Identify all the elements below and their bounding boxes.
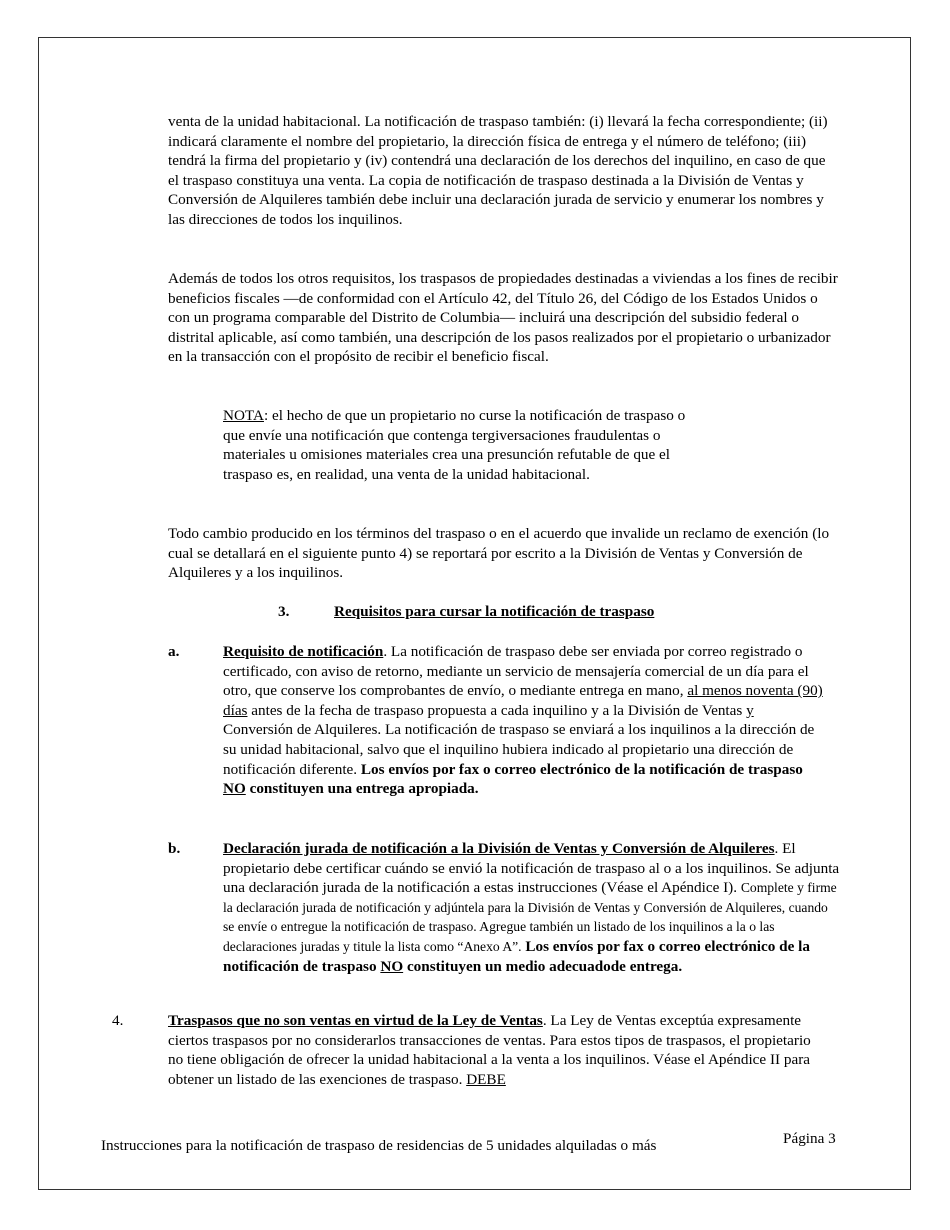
section-4-title: Traspasos que no son ventas en virtud de la Ley de Ventas [168,1012,543,1029]
item-b-title: Declaración jurada de notificación a la División de Ventas y Conversión de Alquileres [223,840,775,857]
paragraph-3: Todo cambio producido en los términos del traspaso o en el acuerdo que invalide un reclamo de exención (lo cual se detallará en el siguiente punto 4) se reportará por escrito a la División de Ventas y Conversión de Alquileres y a los inquilinos. [168,525,830,582]
section-4-number: 4. [112,1012,124,1029]
paragraph-1: venta de la unidad habitacional. La notificación de traspaso también: (i) llevará la fecha correspondiente; (ii) indicará claramente el nombre del propietario, la dirección física de entrega y el número de teléfono; (iii) tendrá la firma del propietario y (iv) contendrá una declaración de los derechos del inquilino, en caso de que el traspaso constituya una venta. La copia de notificación de traspaso destinada a la División de Ventas y Conversión de Alquileres también debe incluir una declaración jurada de servicio y enumerar los nombres y las direcciones de todos los inquilinos. [168,113,828,228]
paragraph-2: Además de todos los otros requisitos, los traspasos de propiedades destinadas a viviendas a los fines de recibir beneficios fiscales —de conformidad con el Artículo 42, del Título 26, del Código de los Estados Unidos o con un programa comparable del Distrito de Columbia— incluirá una descripción del subsidio federal o distrital aplicable, así como también, una descripción de los pasos realizados por el propietario o urbanizador en la transacción con el propósito de recibir el beneficio fiscal. [168,270,838,366]
item-a-title: Requisito de notificación [223,643,384,660]
item-b-body: Declaración jurada de notificación a la División de Ventas y Conversión de Alquileres. El propietario debe certificar cuándo se envió la notificación de traspaso al o a los inquilinos. Se adjunta una declaración jurada de la notificación a estas instrucciones (Véase el Apéndice I). Complete y firme la declaración jurada de notificación y adjúntela para la División de Ventas y Conversión de Alquileres, cuando se envíe o entregue la notificación de traspaso. Agregue también un listado de los inquilinos a la o las declaraciones juradas y titule la lista como “Anexo A”. Los envíos por fax o correo electrónico de la notificación de traspaso NO constituyen un medio adecuadode entrega. [223,840,840,975]
page-number: Página 3 [783,1130,836,1147]
section-3-number: 3. [278,603,290,620]
note-text: : el hecho de que un propietario no curse la notificación de traspaso o que envíe una notificación que contenga tergiversaciones fraudulentas o materiales u omisiones materiales crea una presunción refutable de que el traspaso es, en realidad, una venta de la unidad habitacional. [223,407,686,483]
item-a-body: Requisito de notificación. La notificación de traspaso debe ser enviada por correo registrado o certificado, con aviso de retorno, mediante un servicio de mensajería comercial de un día para el otro, que conserve los comprobantes de envío, o mediante entrega en mano, al menos noventa (90) días antes de la fecha de traspaso propuesta a cada inquilino y a la División de Ventas y Conversión de Alquileres. La notificación de traspaso se enviará a los inquilinos a la dirección de su unidad habitacional, salvo que el inquilino hubiera indicado al propietario una dirección de notificación diferente. Los envíos por fax o correo electrónico de la notificación de traspaso NO constituyen una entrega apropiada. [223,643,823,798]
note-block [223,406,701,484]
note-label: NOTA [223,407,264,424]
item-a-marker: a. [168,643,180,660]
section-4-body: Traspasos que no son ventas en virtud de la Ley de Ventas. La Ley de Ventas exceptúa expresamente ciertos traspasos por no considerarlos transacciones de ventas. Para estos tipos de traspasos, el propietario no tiene obligación de ofrecer la unidad habitacional a la venta a los inquilinos. Véase el Apéndice II para obtener un listado de las exenciones de traspaso. DEBE [168,1012,811,1088]
footer-title: Instrucciones para la notificación de traspaso de residencias de 5 unidades alquiladas o más [101,1137,657,1154]
section-3-title: Requisitos para cursar la notificación de traspaso [334,603,655,620]
item-b-marker: b. [168,840,181,857]
